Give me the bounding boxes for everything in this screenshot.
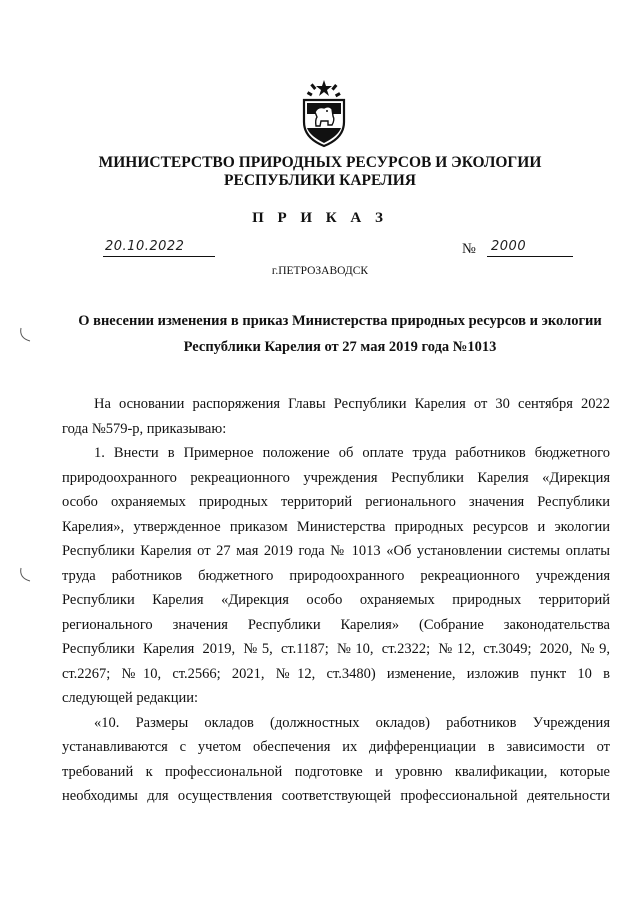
text-line: природоохранного рекреационного учреждения Республики Карелия «Дирекция — [62, 469, 610, 486]
ministry-name-line2: РЕСПУБЛИКИ КАРЕЛИЯ — [224, 172, 416, 189]
text-line: труда работников бюджетного природоохранного рекреационного учреждения — [62, 567, 610, 584]
number-field — [487, 236, 573, 257]
text-line: Республики Карелия «Дирекция особо охраняемых природных территорий — [62, 592, 610, 608]
coat-of-arms-icon — [298, 78, 350, 148]
binding-mark-icon — [18, 566, 32, 584]
text-line: Республики Карелия от 27 мая 2019 года № 1013 «Об установлении системы оплаты — [62, 543, 610, 559]
paragraph-item-10 — [62, 711, 610, 809]
subject-line1: О внесении изменения в приказ Министерства природных ресурсов и экологии — [78, 313, 602, 329]
number-label: № — [462, 241, 476, 257]
text-line: требований к профессиональной подготовке и уровню квалификации, которые — [62, 763, 610, 780]
ministry-name-line1: МИНИСТЕРСТВО ПРИРОДНЫХ РЕСУРСОВ И ЭКОЛОГИИ — [98, 154, 542, 171]
handwritten-date: 20.10.2022 — [105, 239, 185, 254]
text-line: 1. Внести в Примерное положение об оплате труда работников бюджетного — [94, 445, 610, 461]
binding-mark-icon — [18, 326, 32, 344]
document-body — [62, 392, 610, 809]
text-line: особо охраняемых природных территорий регионального значения Республики — [62, 494, 610, 510]
city-label: г.ПЕТРОЗАВОДСК — [271, 265, 369, 277]
handwritten-number: 2000 — [491, 239, 527, 254]
text-line: Республики Карелия 2019, №5, ст.1187; №10, ст.2322; №12, ст.3049; 2020, №9, — [62, 641, 610, 657]
text-line: ст.2267; №10, ст.2566; 2021, №12, ст.3480) изменение, изложив пункт 10 в — [62, 665, 610, 682]
paragraph-basis — [62, 392, 610, 441]
ministry-name — [0, 154, 640, 190]
order-subject — [40, 308, 640, 360]
text-line: регионального значения Республики Карелия» (Собрание законодательства — [62, 616, 610, 633]
text-line: года №579-р, приказываю: — [62, 420, 227, 437]
text-line: следующей редакции: — [62, 690, 199, 706]
text-line: На основании распоряжения Главы Республики Карелия от 30 сентября 2022 — [94, 396, 610, 412]
text-line: «10. Размеры окладов (должностных окладов) работников Учреждения — [94, 714, 610, 731]
paragraph-item-1 — [62, 441, 610, 711]
text-line: Карелия», утвержденное приказом Министерства природных ресурсов и экологии — [62, 518, 610, 535]
document-type: П Р И К А З — [252, 210, 388, 226]
subject-line2: Республики Карелия от 27 мая 2019 года №1013 — [183, 339, 497, 355]
text-line: необходимы для осуществления соответствующей профессиональной деятельности — [62, 788, 610, 804]
date-field — [103, 236, 215, 257]
text-line: устанавливаются с учетом обеспечения их дифференциации в зависимости от — [62, 739, 610, 755]
